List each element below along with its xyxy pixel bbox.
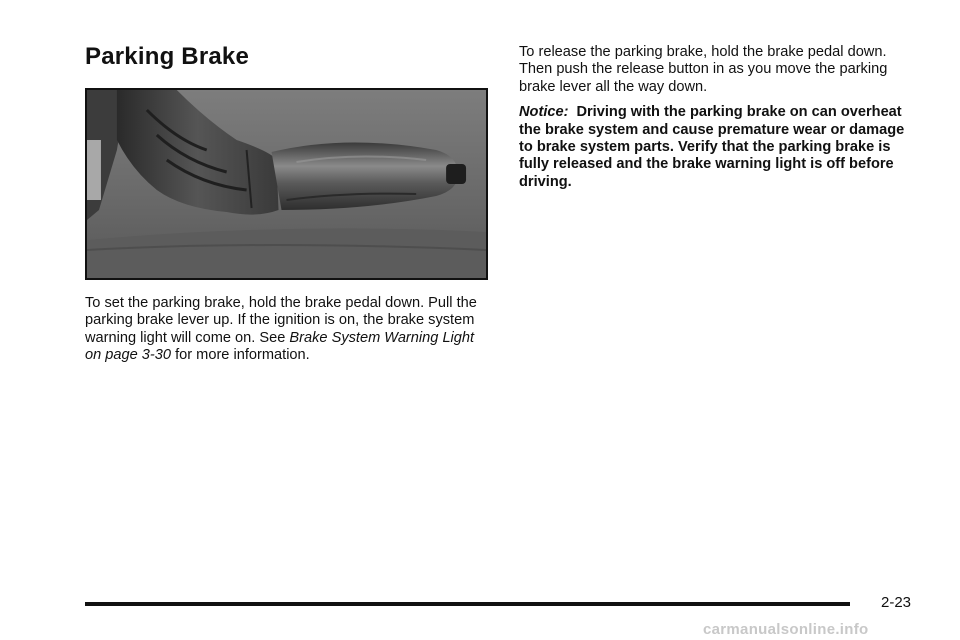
footer-rule [85, 602, 850, 606]
notice-text: Driving with the parking brake on can overheat the brake system and cause premature wear or damage to brake system parts. Verify that the parking brake is fully released and the brake warning light is off before driving. [519, 104, 905, 190]
notice-paragraph [519, 104, 909, 191]
page-number: 2-23 [881, 594, 912, 611]
page-title: Parking Brake [85, 43, 250, 70]
set-brake-text-end: for more information. [171, 347, 310, 364]
parking-brake-lever-photo [85, 88, 488, 280]
release-brake-paragraph: To release the parking brake, hold the brake pedal down. Then push the release button in as you move the parking brake lever all the way down. [519, 44, 888, 95]
set-brake-text: To set the parking brake, hold the brake pedal down. Pull the parking brake lever up. If the ignition is on, the brake system warning light will come on. See [85, 295, 477, 346]
cross-reference-link[interactable]: Brake System Warning Light on page 3-30 [85, 329, 475, 364]
right-column [519, 44, 909, 191]
left-column [85, 295, 490, 365]
notice-label: Notice: [519, 104, 569, 121]
set-brake-paragraph [85, 295, 490, 365]
parking-brake-illustration [87, 90, 486, 278]
watermark: carmanualsonline.info [703, 621, 869, 638]
